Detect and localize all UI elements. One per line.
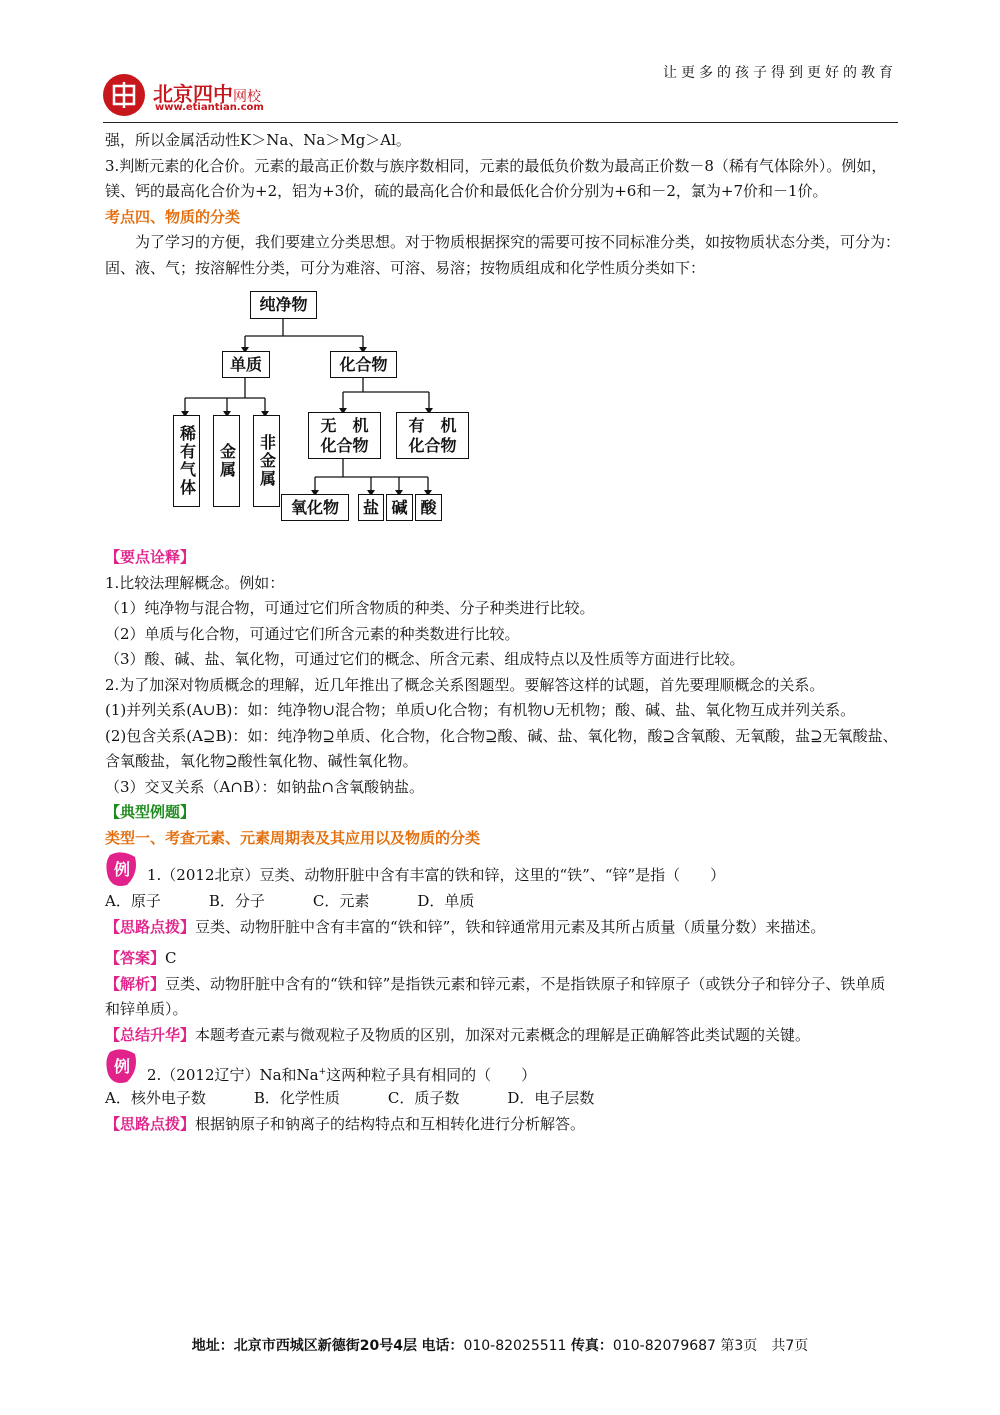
paragraph: （3）酸、碱、盐、氧化物，可通过它们的概念、所含元素、组成特点以及性质等方面进行比较。 [105,650,745,668]
summary-text: 本题考查元素与微观粒子及物质的区别，加深对元素概念的理解是正确解答此类试题的关键。 [195,1025,811,1044]
paragraph: （3）交叉关系（A∩B）：如钠盐∩含氧酸钠盐。 [105,777,425,796]
footer-phone: 010-82025511 [463,1338,567,1354]
summary-paragraph [105,1023,900,1049]
paragraph: (1)并列关系(A∪B)：如：纯净物∪混合物；单质∪化合物；有机物∪无机物；酸、碱、盐、氧化物互成并列关系。 [105,701,856,719]
footer-address: 北京市西城区新德街20号4层 [233,1338,417,1354]
node-rare-gas: 稀有气体 [173,415,200,507]
node-metal: 金属 [213,415,240,507]
hint-text: 根据钠原子和钠离子的结构特点和互相转化进行分析解答。 [195,1114,586,1133]
paragraph: 强，所以金属活动性K＞Na、Na＞Mg＞Al。 [105,131,411,149]
example-badge-label: 例 [113,1057,131,1076]
main-content [105,128,900,1137]
example-badge-label: 例 [113,860,131,879]
node-salt: 盐 [358,494,384,521]
hint-label: 【思路点拨】 [105,1114,196,1133]
example-1-question: 1.（2012北京）豆类、动物肝脏中含有丰富的铁和锌，这里的“铁”、“锌”是指（ ） [147,866,726,884]
paragraph: 1.比较法理解概念。例如： [105,573,285,592]
logo [103,74,303,120]
paragraph: （2）单质与化合物，可通过它们所含元素的种类数进行比较。 [105,624,520,643]
example-badge-icon [105,851,139,889]
option: C．质子数 [387,1089,460,1107]
hint-paragraph [105,915,900,941]
node-acid: 酸 [415,494,442,521]
node-organic-line2: 化合物 [408,435,457,455]
example-1-header [105,851,900,889]
node-nonmetal: 非金属 [253,415,280,507]
option: C．元素 [312,892,370,910]
node-element: 单质 [222,351,270,378]
section-title: 考点四、物质的分类 [105,207,241,226]
hint-label: 【思路点拨】 [105,917,196,936]
logo-name: 北京四中网校 [153,82,261,106]
header-slogan: 让更多的孩子得到更好的教育 [663,65,897,81]
classification-diagram [105,285,900,543]
section-title: 类型一、考查元素、元素周期表及其应用以及物质的分类 [105,828,481,847]
example-2-question: 2.（2012辽宁）Na和Na+这两种粒子具有相同的（ ） [147,1066,537,1084]
paragraph: (2)包含关系(A⊇B)：如：纯净物⊇单质、化合物，化合物⊇酸、碱、盐、氧化物，酸⊇含氧酸、无氧酸，盐⊇无氧酸盐、含氧酸盐，氧化物⊇酸性氧化物、碱性氧化物。 [105,726,898,770]
node-base: 碱 [386,494,413,521]
analysis-label: 【解析】 [105,974,166,993]
superscript-plus: + [318,1067,327,1077]
footer-phone-label: 电话： [421,1338,464,1354]
example-1-options [105,889,900,915]
option: A．原子 [105,892,161,910]
node-organic-compound [396,412,469,459]
answer-text: C [165,949,177,967]
option: B．化学性质 [253,1089,340,1107]
summary-label: 【总结升华】 [105,1025,196,1044]
node-oxide: 氧化物 [281,494,349,521]
logo-emblem-icon [109,80,139,110]
node-inorganic-line1: 无 机 [320,415,369,435]
footer-address-label: 地址： [191,1338,234,1354]
option: D．电子层数 [507,1089,595,1107]
paragraph: 为了学习的方便，我们要建立分类思想。对于物质根据探究的需要可按不同标准分类，如按物质状态分类，可分为：固、液、气；按溶解性分类，可分为难溶、可溶、易溶；按物质组成和化学性质分类如下： [105,233,901,277]
analysis-text: 豆类、动物肝脏中含有的“铁和锌”是指铁元素和锌元素，不是指铁原子和锌原子（或铁分子和锌分子、铁单质和锌单质）。 [105,974,886,1018]
hint-text: 豆类、动物肝脏中含有丰富的“铁和锌”，铁和锌通常用元素及其所占质量（质量分数）来描述。 [195,917,826,936]
example-2-header [105,1048,900,1086]
analysis-paragraph [105,972,900,1023]
node-pure-substance: 纯净物 [250,291,317,319]
paragraph: 2.为了加深对物质概念的理解，近几年推出了概念关系图题型。要解答这样的试题，首先要理顺概念的关系。 [105,675,825,694]
option: A．核外电子数 [105,1089,206,1107]
answer-paragraph [105,946,900,972]
footer-page-number: 第3页 共7页 [720,1338,809,1354]
logo-url: www.etiantian.com [155,102,264,113]
node-compound: 化合物 [330,351,397,378]
footer-fax: 010-82079687 [612,1338,716,1354]
logo-emblem [103,74,145,116]
paragraph: （1）纯净物与混合物，可通过它们所含物质的种类、分子种类进行比较。 [105,599,595,617]
option: B．分子 [208,892,265,910]
node-organic-line1: 有 机 [408,415,457,435]
footer-fax-label: 传真： [570,1338,613,1354]
example-2-options [105,1086,900,1112]
node-inorganic-compound [308,412,381,459]
paragraph: 3.判断元素的化合价。元素的最高正价数与族序数相同，元素的最低负价数为最高正价数－8（稀有气体除外）。例如，镁、钙的最高化合价为+2，铝为+3价，硫的最高化合价和最低化合价分别为+6和－2，氯为+7价和－1价。 [105,156,887,200]
option: D．单质 [417,892,475,910]
header-divider [103,122,898,123]
page-footer [0,1335,1000,1355]
example-badge-icon [105,1048,139,1086]
section-title: 【典型例题】 [105,803,196,821]
section-title: 【要点诠释】 [105,548,196,566]
hint-paragraph [105,1112,900,1138]
node-inorganic-line2: 化合物 [320,435,369,455]
logo-sub: 网校 [233,89,261,105]
answer-label: 【答案】 [105,949,166,967]
